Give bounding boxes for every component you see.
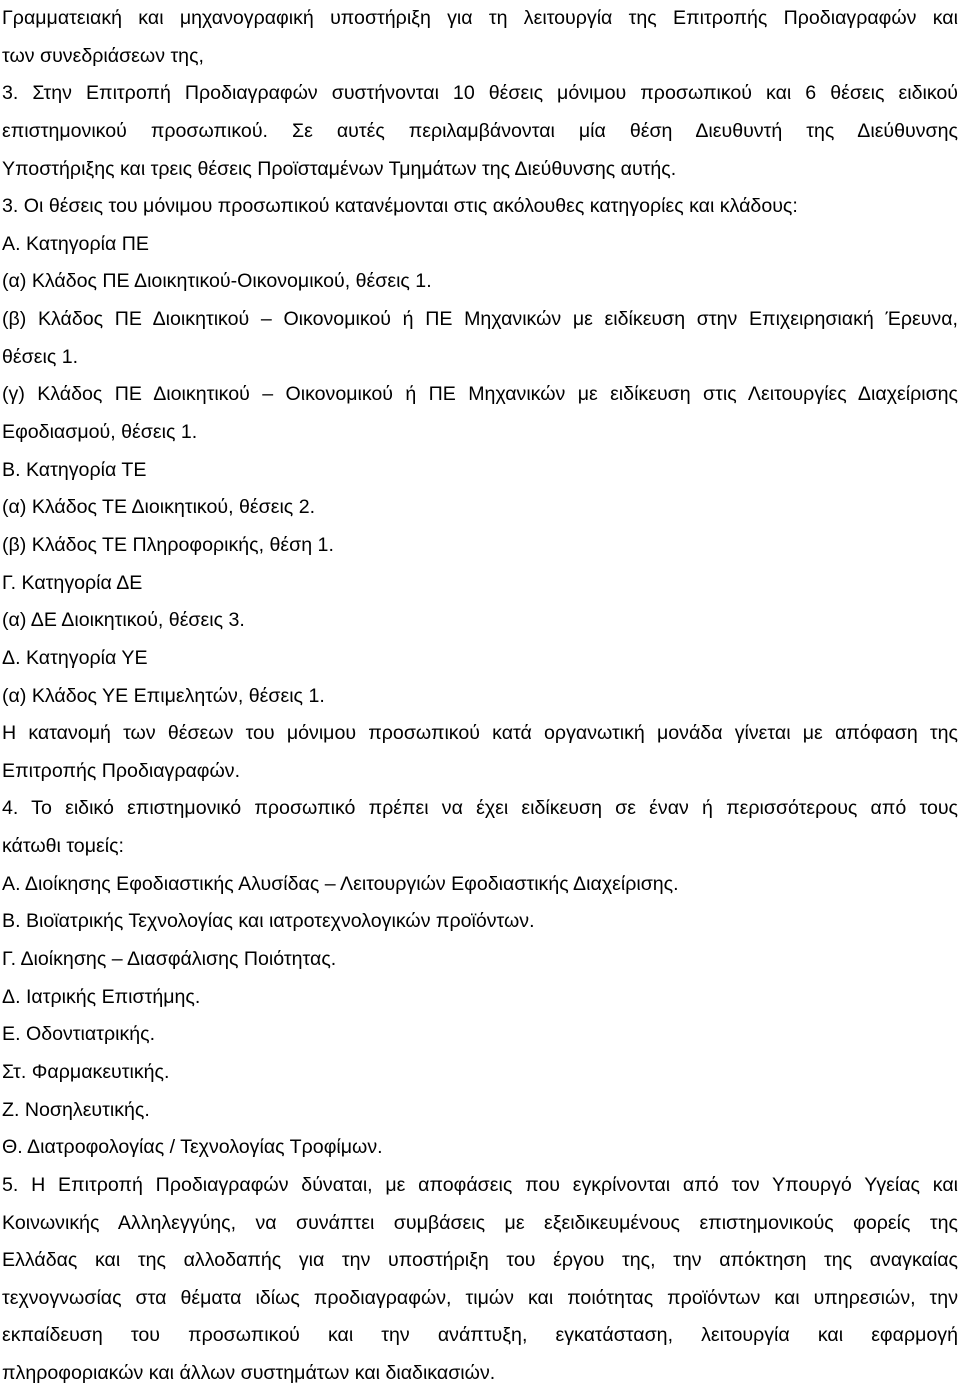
text-line: επιστημονικού προσωπικού. Σε αυτές περιλαμβάνονται μία θέση Διευθυντή της Διεύθυνσης <box>2 119 958 142</box>
text-line: Εφοδιασμού, θέσεις 1. <box>2 421 198 444</box>
text-line: τεχνογνωσίας στα θέματα ιδίως προδιαγραφών, τιμών και ποιότητας προϊόντων και υπηρεσιών, την <box>2 1286 958 1309</box>
text-line: 3. Οι θέσεις του μόνιμου προσωπικού κατανέμονται στις ακόλουθες κατηγορίες και κλάδους: <box>2 195 798 218</box>
text-line: (α) ΔΕ Διοικητικού, θέσεις 3. <box>2 609 245 632</box>
text-line: (α) Κλάδος ΤΕ Διοικητικού, θέσεις 2. <box>2 496 316 519</box>
text-line: Γ. Διοίκησης – Διασφάλισης Ποιότητας. <box>2 948 337 971</box>
text-line: Β. Βιοϊατρικής Τεχνολογίας και ιατροτεχνολογικών προϊόντων. <box>2 910 535 933</box>
text-line: 3. Στην Επιτροπή Προδιαγραφών συστήνονται 10 θέσεις μόνιμου προσωπικού και 6 θέσεις ειδικού <box>2 82 958 105</box>
text-line: Η κατανομή των θέσεων του μόνιμου προσωπικού κατά οργανωτική μονάδα γίνεται με απόφαση της <box>2 722 958 745</box>
text-line: (α) Κλάδος ΥΕ Επιμελητών, θέσεις 1. <box>2 684 325 707</box>
text-line: (α) Κλάδος ΠΕ Διοικητικού-Οικονομικού, θέσεις 1. <box>2 270 432 293</box>
text-line: θέσεις 1. <box>2 345 79 368</box>
text-line: (β) Κλάδος ΤΕ Πληροφορικής, θέση 1. <box>2 533 334 556</box>
text-line: Α. Διοίκησης Εφοδιαστικής Αλυσίδας – Λειτουργιών Εφοδιαστικής Διαχείρισης. <box>2 872 679 895</box>
text-line: Ζ. Νοσηλευτικής. <box>2 1098 150 1121</box>
text-line: Θ. Διατροφολογίας / Τεχνολογίας Τροφίμων. <box>2 1136 383 1159</box>
text-line: Ε. Οδοντιατρικής. <box>2 1023 156 1046</box>
text-line: Στ. Φαρμακευτικής. <box>2 1060 170 1083</box>
text-line: Επιτροπής Προδιαγραφών. <box>2 759 241 782</box>
text-line: (β) Κλάδος ΠΕ Διοικητικού – Οικονομικού ή ΠΕ Μηχανικών με ειδίκευση στην Επιχειρησιακή Έρευνα, <box>2 308 958 331</box>
text-line: Κοινωνικής Αλληλεγγύης, να συνάπτει συμβάσεις με εξειδικευμένους επιστημονικούς φορείς της <box>2 1211 958 1234</box>
text-line: Ελλάδας και της αλλοδαπής για την υποστήριξη του έργου της, την απόκτηση της αναγκαίας <box>2 1249 958 1272</box>
text-line: Α. Κατηγορία ΠΕ <box>2 232 149 255</box>
text-line: κάτωθι τομείς: <box>2 835 124 858</box>
text-line: (γ) Κλάδος ΠΕ Διοικητικού – Οικονομικού ή ΠΕ Μηχανικών με ειδίκευση στις Λειτουργίες Διαχείρισης <box>2 383 958 406</box>
text-line: Δ. Κατηγορία ΥΕ <box>2 646 148 669</box>
text-line: πληροφοριακών και άλλων συστημάτων και διαδικασιών. <box>2 1362 496 1385</box>
text-line: Δ. Ιατρικής Επιστήμης. <box>2 985 201 1008</box>
text-line: Υποστήριξης και τρεις θέσεις Προϊσταμένων Τμημάτων της Διεύθυνσης αυτής. <box>2 157 677 180</box>
text-line: 5. Η Επιτροπή Προδιαγραφών δύναται, με αποφάσεις που εγκρίνονται από τον Υπουργό Υγείας και <box>2 1173 958 1196</box>
text-line: 4. Το ειδικό επιστημονικό προσωπικό πρέπει να έχει ειδίκευση σε έναν ή περισσότερους από τους <box>2 797 958 820</box>
text-line: Γ. Κατηγορία ΔΕ <box>2 571 143 594</box>
document-page <box>2 0 958 1393</box>
text-line: των συνεδριάσεων της, <box>2 44 204 67</box>
text-line: Γραμματειακή και μηχανογραφική υποστήριξη για τη λειτουργία της Επιτροπής Προδιαγραφών και <box>2 7 958 29</box>
text-line: εκπαίδευση του προσωπικού και την ανάπτυξη, εγκατάσταση, λειτουργία και εφαρμογή <box>2 1324 958 1347</box>
text-line: Β. Κατηγορία ΤΕ <box>2 458 147 481</box>
